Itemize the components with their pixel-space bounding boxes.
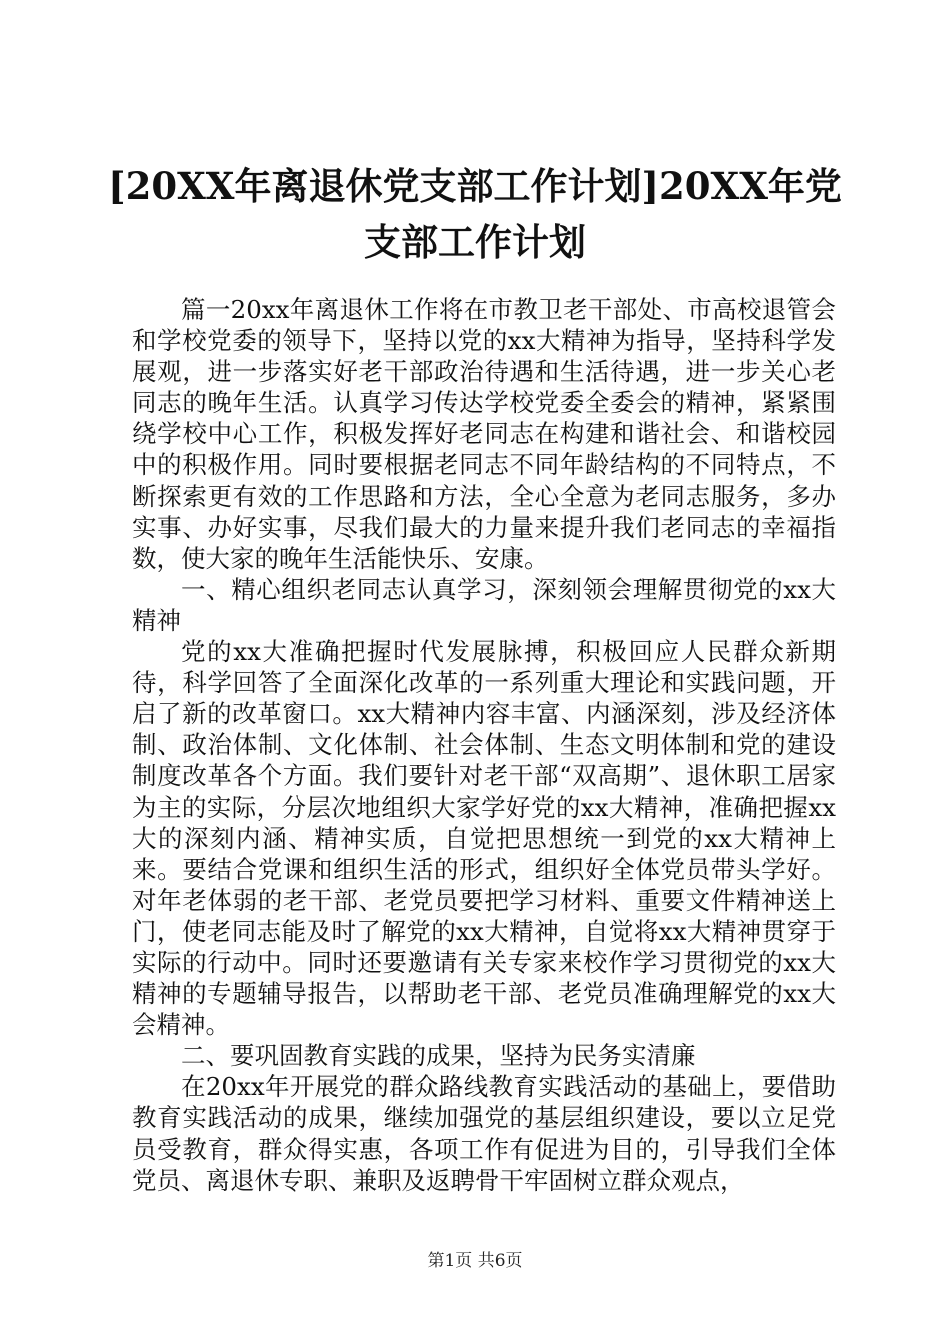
section-heading-1: 一、精心组织老同志认真学习，深刻领会理解贯彻党的xx大精神 [132, 574, 836, 635]
paragraph-section-2: 在20xx年开展党的群众路线教育实践活动的基础上，要借助教育实践活动的成果，继续加强党的基层组织建设，要以立足党员受教育，群众得实惠，各项工作有促进为目的，引导我们全体党员、离退休专职、兼职及返聘骨干牢固树立群众观点， [132, 1072, 836, 1195]
document-title: [20XX年离退休党支部工作计划]20XX年党支部工作计划 [108, 164, 842, 264]
page-number-footer: 第1页 共6页 [427, 1251, 523, 1271]
paragraph-section-1: 党的xx大准确把握时代发展脉搏，积极回应人民群众新期待，科学回答了全面深化改革的一系列重大理论和实践问题，开启了新的改革窗口。xx大精神内容丰富、内涵深刻，涉及经济体制、政治体制、文化体制、社会体制、生态文明体制和党的建设制度改革各个方面。我们要针对老干部“双高期”、退休职工居家为主的实际，分层次地组织大家学好党的xx大精神，准确把握xx大的深刻内涵、精神实质，自觉把思想统一到党的xx大精神上来。要结合党课和组织生活的形式，组织好全体党员带头学好。对年老体弱的老干部、老党员要把学习材料、重要文件精神送上门，使老同志能及时了解党的xx大精神，自觉将xx大精神贯穿于实际的行动中。同时还要邀请有关专家来校作学习贯彻党的xx大精神的专题辅导报告，以帮助老干部、老党员准确理解党的xx大会精神。 [132, 637, 836, 1040]
section-heading-2: 二、要巩固教育实践的成果，坚持为民务实清廉 [181, 1041, 696, 1071]
paragraph-intro: 篇一20xx年离退休工作将在市教卫老干部处、市高校退管会和学校党委的领导下，坚持以党的xx大精神为指导，坚持科学发展观，进一步落实好老干部政治待遇和生活待遇，进一步关心老同志的晚年生活。认真学习传达学校党委全委会的精神，紧紧围绕学校中心工作，积极发挥好老同志在构建和谐社会、和谐校园中的积极作用。同时要根据老同志不同年龄结构的不同特点，不断探索更有效的工作思路和方法，全心全意为老同志服务，多办实事、办好实事，尽我们最大的力量来提升我们老同志的幸福指数，使大家的晚年生活能快乐、安康。 [132, 295, 836, 573]
document-body [132, 294, 836, 1196]
